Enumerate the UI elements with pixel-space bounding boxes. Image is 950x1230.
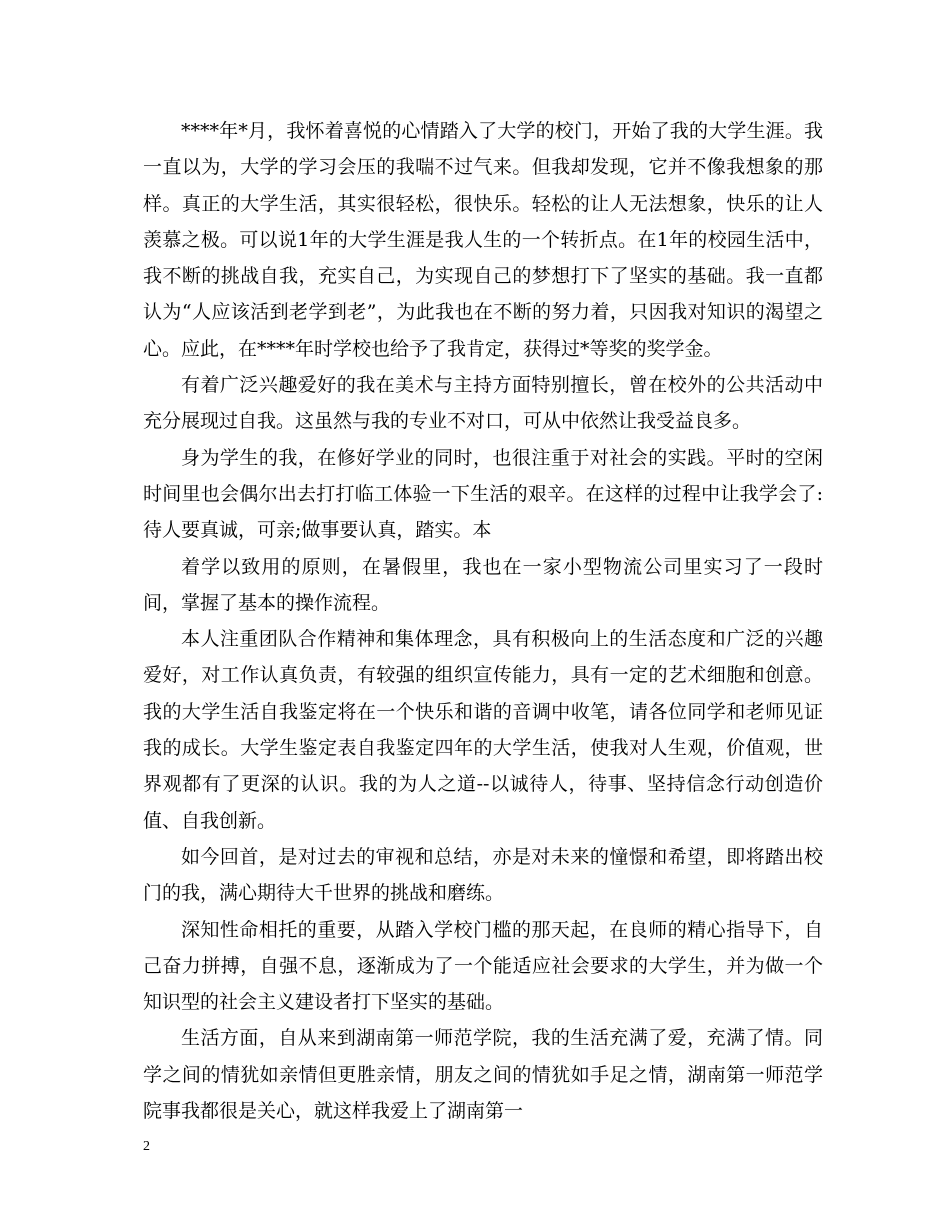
paragraph-1: ****年*月，我怀着喜悦的心情踏入了大学的校门，开始了我的大学生涯。我一直以为，大学的学习会压的我喘不过气来。但我却发现，它并不像我想象的那样。真正的大学生活，其实很轻松，很快乐。轻松的让人无法想象，快乐的让人羡慕之极。可以说1年的大学生涯是我人生的一个转折点。在1年的校园生活中，我不断的挑战自我，充实自己，为实现自己的梦想打下了坚实的基础。我一直都认为“人应该活到老学到老”，为此我也在不断的努力着，只因我对知识的渴望之心。应此，在****年时学校也给予了我肯定，获得过*等奖的奖学金。 (143, 120, 823, 360)
paragraph-5: 本人注重团队合作精神和集体理念，具有积极向上的生活态度和广泛的兴趣爱好，对工作认真负责，有较强的组织宣传能力，具有一定的艺术细胞和创意。我的大学生活自我鉴定将在一个快乐和谐的音调中收笔，请各位同学和老师见证我的成长。大学生鉴定表自我鉴定四年的大学生活，使我对人生观，价值观，世界观都有了更深的认识。我的为人之道--以诚待人，待事、坚持信念行动创造价值、自我创新。 (143, 628, 823, 832)
paragraph-6: 如今回首，是对过去的审视和总结，亦是对未来的憧憬和希望，即将踏出校门的我，满心期待大千世界的挑战和磨练。 (143, 845, 823, 905)
paragraph-7: 深知性命相托的重要，从踏入学校门槛的那天起，在良师的精心指导下，自己奋力拼搏，自强不息，逐渐成为了一个能适应社会要求的大学生，并为做一个知识型的社会主义建设者打下坚实的基础。 (143, 918, 823, 1014)
paragraph-2: 有着广泛兴趣爱好的我在美术与主持方面特别擅长，曾在校外的公共活动中充分展现过自我。这虽然与我的专业不对口，可从中依然让我受益良多。 (143, 374, 823, 433)
paragraph-8: 生活方面，自从来到湖南第一师范学院，我的生活充满了爱，充满了情。同学之间的情犹如亲情但更胜亲情，朋友之间的情犹如手足之情，湖南第一师范学院事我都很是关心，就这样我爱上了湖南第一 (143, 1027, 823, 1123)
paragraph-3: 身为学生的我，在修好学业的同时，也很注重于对社会的实践。平时的空闲时间里也会偶尔出去打打临工体验一下生活的艰辛。在这样的过程中让我学会了:待人要真诚，可亲;做事要认真，踏实。本 (143, 446, 823, 542)
page-number: 2 (143, 1139, 150, 1154)
paragraph-4: 着学以致用的原则，在暑假里，我也在一家小型物流公司里实习了一段时间，掌握了基本的操作流程。 (143, 555, 823, 614)
document-body (143, 113, 823, 1129)
